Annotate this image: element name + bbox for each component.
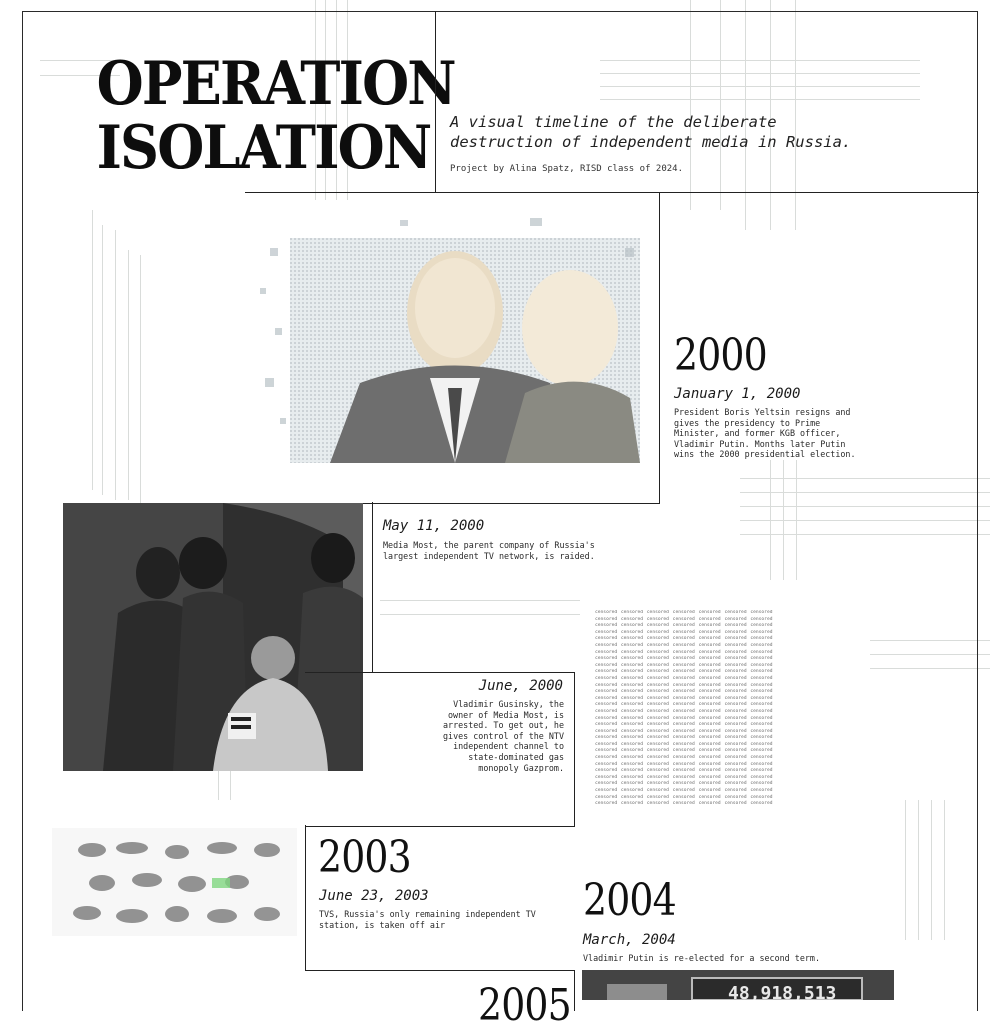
credit-line: Project by Alina Spatz, RISD class of 2024. bbox=[450, 164, 683, 174]
title-line-2: ISOLATION bbox=[96, 113, 431, 183]
date-jan-2000: January 1, 2000 bbox=[674, 386, 801, 402]
year-label: 2004 bbox=[583, 875, 676, 926]
year-2003 bbox=[318, 832, 426, 883]
vote-counter-image bbox=[582, 970, 894, 1000]
year-2005 bbox=[478, 980, 586, 1031]
page-title bbox=[60, 49, 455, 183]
desc-jan-2000: President Boris Yeltsin resigns and gives the presidency to Prime Minister, and former KGB officer, Vladimir Putin. Months later Putin wins the 2000 presidential election. bbox=[674, 407, 856, 460]
year-2000 bbox=[674, 330, 782, 381]
tvs-static-image bbox=[52, 828, 297, 936]
desc-june-2003: TVS, Russia's only remaining independent TV station, is taken off air bbox=[319, 909, 536, 930]
putin-yeltsin-photo bbox=[250, 218, 650, 470]
date-june-2000: June, 2000 bbox=[478, 678, 563, 694]
date-march-2004: March, 2004 bbox=[583, 932, 676, 948]
desc-june-2000: Vladimir Gusinsky, the owner of Media Most, is arrested. To get out, he gives control of the NTV independent channel to state-dominated gas monopoly Gazprom. bbox=[442, 699, 564, 773]
desc-may-2000: Media Most, the parent company of Russia's largest independent TV network, is raided. bbox=[383, 540, 595, 561]
title-line-1: OPERATION bbox=[96, 49, 455, 119]
year-2004 bbox=[583, 875, 691, 926]
date-may-2000: May 11, 2000 bbox=[383, 518, 485, 534]
year-label: 2000 bbox=[674, 330, 767, 381]
censored-text-wall: censored censored censored censored censored censored censored censored censored censored censored censored censored censored censored censored censored censored censored censored censored censored censored censored censored censored censored censored censored censored censored censored censored censored censored censored censored censored censored censored censored censored censored censored censored censored censored censored censored censored censored censored censored censored censored censored censored censored censored censored censored censored censored censored censored censored censored censored censored censored censored censored censored censored censored censored censored censored censored censored censored censored censored censored censored censored censored censored censored censored censored censored censored censored censored censored censored censored censored censored censored censored censored censored censored censored censored censored censored censored censored censored censored censored censored censored censored censored censored censored censored censored censored censored censored censored censored censored censored censored censored censored censored censored censored censored censored censored censored censored censored censored censored censored censored censored censored censored censored censored censored censored censored censored censored censored censored censored censored censored censored censored censored censored censored censored censored censored censored censored censored censored censored censored censored censored censored censored censored censored censored censored censored censored censored censored censored censored censored censored censored censored censored censored censored censored censored censored censored censored censored censored censored censored censored censored censored censored censored censored bbox=[595, 610, 773, 806]
desc-march-2004: Vladimir Putin is re-elected for a second term. bbox=[583, 953, 820, 963]
subtitle: A visual timeline of the deliberate destruction of independent media in Russia. bbox=[450, 113, 852, 151]
year-label: 2003 bbox=[318, 832, 411, 883]
vote-counter-value: 48,918,513 bbox=[728, 983, 837, 1000]
date-june-2003: June 23, 2003 bbox=[319, 888, 429, 904]
year-label: 2005 bbox=[478, 980, 571, 1031]
